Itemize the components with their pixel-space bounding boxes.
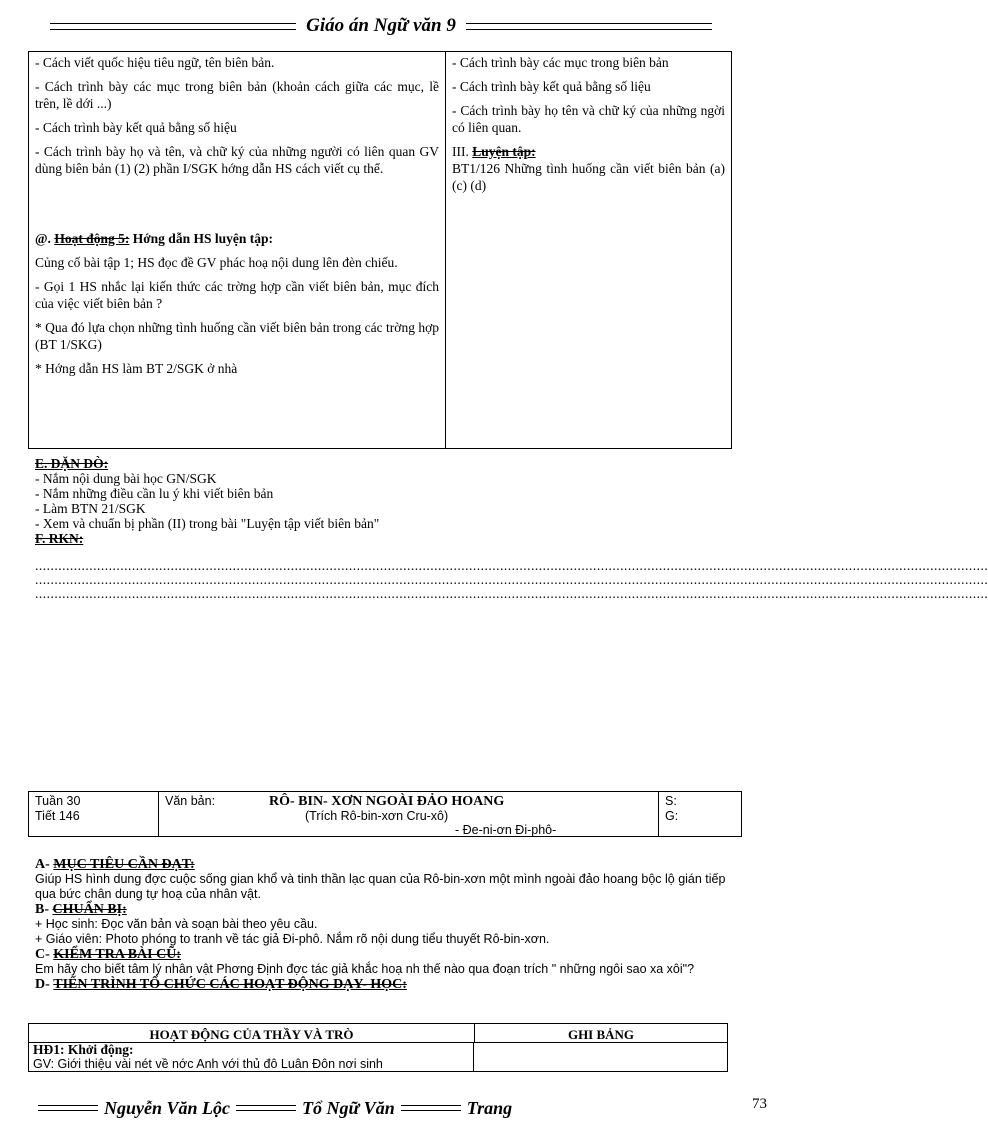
activity-5-heading xyxy=(35,230,439,247)
d-title: TIẾN TRÌNH TỔ CHỨC CÁC HOẠT ĐỘNG DẠY- HỌC: xyxy=(53,977,407,992)
s-label: S: xyxy=(665,794,677,808)
week-label: Tuần 30 xyxy=(35,794,81,808)
header-rule-right xyxy=(466,23,712,30)
text-type-label: Văn bản: xyxy=(165,794,216,808)
a-text: Giúp HS hình dung đợc cuộc sống gian khổ và tinh thần lạc quan của Rô-bin-xơn một mình ngoài đảo hoang bộc lộ gián tiếp qua bức chân dung tự hoạ của nhân vật. xyxy=(35,872,726,901)
section-label: Luyện tập: xyxy=(472,144,536,159)
footer-rule-2 xyxy=(236,1105,296,1111)
dan-do-item-2: - Nắm những điều cần lu ý khi viết biên bản xyxy=(35,486,274,501)
activity-prefix: @. xyxy=(35,231,51,246)
c-letter: C- xyxy=(35,947,50,962)
page-number: 73 xyxy=(752,1096,767,1112)
lesson-title: RÔ- BIN- XƠN NGOÀI ĐẢO HOANG xyxy=(269,794,505,809)
board-col-header: GHI BẢNG xyxy=(567,1027,635,1042)
footer-group: Tổ Ngữ Văn xyxy=(302,1097,395,1118)
dan-do-item-1: - Nắm nội dung bài học GN/SGK xyxy=(35,471,217,486)
hd1-label: HĐ1: Khởi động: xyxy=(33,1042,134,1057)
dan-do-item-4: - Xem và chuẩn bị phần (II) trong bài "Luyện tập viết biên bản" xyxy=(35,516,380,531)
page-header xyxy=(50,14,712,38)
board-cell xyxy=(474,1043,727,1071)
activity-text: Hớng dẫn HS luyện tập: xyxy=(132,231,273,246)
a-letter: A- xyxy=(35,857,50,872)
practice-item-4: * Hớng dẫn HS làm BT 2/SGK ở nhà xyxy=(35,361,238,376)
d-letter: D- xyxy=(35,977,50,992)
rkn-title: F. RKN: xyxy=(35,531,84,546)
footer-rule-3 xyxy=(401,1105,461,1111)
c-text: Em hãy cho biết tâm lý nhân vật Phơng Định đợc tác giả khắc hoạ nh thế nào qua đoạn trích " những ngôi sao xa xôi"? xyxy=(35,962,695,976)
header-rule-left xyxy=(50,23,296,30)
footer-rule-1 xyxy=(38,1105,98,1111)
objectives-section xyxy=(35,857,735,992)
rkn-dots-line-3: ...................................................................................................................................................................................................................................................... xyxy=(35,586,988,601)
left-item-3: - Cách trình bày kết quả bằng số hiệu xyxy=(35,120,237,135)
gv-text: GV: Giới thiệu vài nét về nớc Anh với thủ đô Luân Đôn nơi sinh xyxy=(33,1057,383,1071)
lesson-title-cell xyxy=(159,792,659,836)
board-notes-column xyxy=(446,52,731,448)
b-item-1: + Học sinh: Đọc văn bản và soạn bài theo yêu cầu. xyxy=(35,917,318,931)
practice-item-1: Củng cố bài tập 1; HS đọc đề GV phác hoạ nội dung lên đèn chiếu. xyxy=(35,255,398,270)
footer-page-label: Trang xyxy=(466,1097,513,1118)
week-cell xyxy=(29,792,159,836)
lesson-header-table xyxy=(28,791,742,837)
activities-table xyxy=(28,1023,728,1072)
b-title: CHUẨN BỊ: xyxy=(52,902,127,917)
a-title: MỤC TIÊU CẦN ĐẠT: xyxy=(53,857,195,872)
section-num: III. xyxy=(452,144,469,159)
activity-label: Hoạt động 5: xyxy=(54,231,130,246)
period-label: Tiết 146 xyxy=(35,809,80,823)
section-iii-heading xyxy=(452,143,725,160)
dan-do-section xyxy=(35,456,735,546)
activities-col-header: HOẠT ĐỘNG CỦA THẦY VÀ TRÒ xyxy=(29,1024,475,1042)
exercise-text: BT1/126 Những tình huống cần viết biên bản (a) (c) (d) xyxy=(452,161,725,193)
right-item-3: - Cách trình bày họ tên và chữ ký của những ngời có liên quan. xyxy=(452,103,725,135)
date-cell xyxy=(659,792,741,836)
c-title: KIỂM TRA BÀI CŨ: xyxy=(53,947,181,962)
g-label: G: xyxy=(665,809,679,823)
page-footer xyxy=(38,1096,738,1120)
b-item-2: + Giáo viên: Photo phóng to tranh về tác giả Đi-phô. Nắm rõ nội dung tiểu thuyết Rô-bin-xơn. xyxy=(35,932,550,946)
header-title: Giáo án Ngữ văn 9 xyxy=(306,15,456,36)
right-item-2: - Cách trình bày kết quả bằng số liệu xyxy=(452,79,651,94)
practice-item-2: - Gọi 1 HS nhắc lại kiến thức các trờng hợp cần viết biên bản, mục đích của việc viết biên bản ? xyxy=(35,279,439,311)
practice-item-3: * Qua đó lựa chọn những tình huống cần viết biên bản trong các trờng hợp (BT 1/SKG) xyxy=(35,320,439,352)
activity-cell xyxy=(29,1043,474,1071)
lesson-author: - Đe-ni-ơn Đi-phô- xyxy=(455,823,557,837)
dan-do-title: E. DẶN DÒ: xyxy=(35,456,109,471)
left-item-1: - Cách viết quốc hiệu tiêu ngữ, tên biên bản. xyxy=(35,55,275,70)
left-item-4: - Cách trình bày họ và tên, và chữ ký của những người có liên quan GV dùng biên bản (1) (2) phần I/SGK hớng dẫn HS cách viết cụ thể. xyxy=(35,144,439,176)
teacher-activity-column xyxy=(29,52,446,448)
lesson-subtitle: (Trích Rô-bin-xơn Cru-xô) xyxy=(305,809,449,823)
footer-author: Nguyễn Văn Lộc xyxy=(104,1097,230,1118)
rkn-dots-line-1: ...................................................................................................................................................................................................................................................... xyxy=(35,558,988,573)
rkn-dots-line-2: ...................................................................................................................................................................................................................................................... xyxy=(35,572,988,587)
dan-do-item-3: - Làm BTN 21/SGK xyxy=(35,501,146,516)
b-letter: B- xyxy=(35,902,49,917)
left-item-2: - Cách trình bày các mục trong biên bản (khoản cách giữa các mục, lề trên, lề dới ...) xyxy=(35,79,439,111)
lesson-table xyxy=(28,51,732,449)
right-item-1: - Cách trình bày các mục trong biên bản xyxy=(452,55,669,70)
